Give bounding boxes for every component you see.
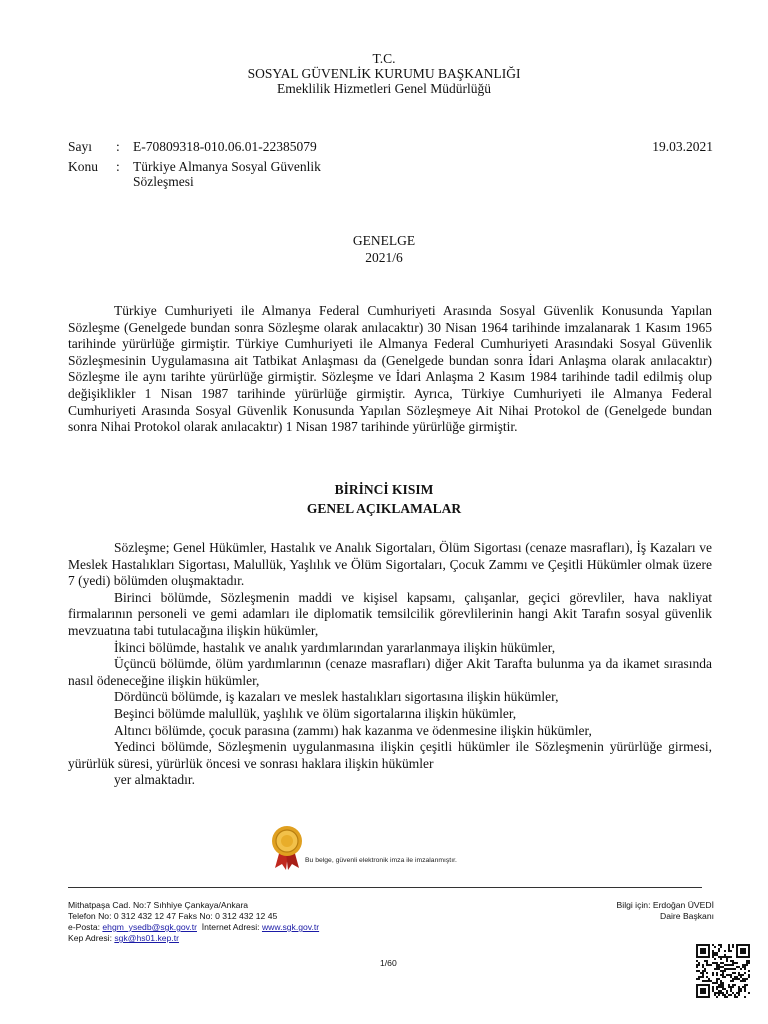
footer-address: Mithatpaşa Cad. No:7 Sıhhiye Çankaya/Ankara xyxy=(68,900,249,910)
section-title: GENEL AÇIKLAMALAR xyxy=(306,501,462,516)
intro-paragraph: Türkiye Cumhuriyeti ile Almanya Federal Cumhuriyeti Arasında Sosyal Güvenlik Konusunda Yapılan Sözleşme (Genelgede bundan sonra Sözleşme olarak anılacaktır) 30 Nisan 1964 tarihinde imzalanarak 1 Kasım 1965 tarihinde yürürlüğe girmiştir. Türkiye Cumhuriyeti ile Almanya Federal Cumhuriyeti Arasındaki Sosyal Güvenlik Sözleşmesinin Uygulamasına ait Tatbikat Anlaşması da (Genelgede bundan sonra İdari Anlaşma olarak anılacaktır) Sözleşme ile aynı tarihte yürürlüğe girmiştir. Sözleşme ve İdari Anlaşma 2 Kasım 1984 tarihinde tadil edilmiş olup değişiklikler 1 Nisan 1987 tarihinde yürürlüğe girmiştir. Ayrıca, Türkiye Cumhuriyeti ile Almanya Federal Cumhuriyeti Arasında Sosyal Güvenlik Konusunda Yapılan Sözleşmeye Ait Nihai Protokol de (Genelgede bundan sonra Nihai Protokol olarak anılacaktır) 1 Nisan 1987 tarihinde yürürlüğe girmiştir. xyxy=(68,303,712,435)
footer-email-link[interactable]: ehgm_ysedb@sgk.gov.tr xyxy=(102,922,197,932)
footer-info-label: Bilgi için: Erdoğan ÜVEDİ xyxy=(616,900,714,910)
section-part: BİRİNCİ KISIM xyxy=(334,482,434,497)
page-number: 1/60 xyxy=(380,958,397,968)
section-paragraph: Dördüncü bölümde, iş kazaları ve meslek hastalıkları sigortasına ilişkin hükümler, xyxy=(114,689,559,705)
header-institution: SOSYAL GÜVENLİK KURUMU BAŞKANLIĞI xyxy=(247,66,521,81)
footer-email-label: e-Posta: xyxy=(68,922,101,932)
genelge-number: 2021/6 xyxy=(365,250,403,265)
section-paragraph: Beşinci bölümde malullük, yaşlılık ve ölüm sigortalarına ilişkin hükümler, xyxy=(114,705,517,721)
section-paragraph: yer almaktadır. xyxy=(114,772,195,788)
sayi-label: Sayı xyxy=(68,139,93,154)
footer-email-line xyxy=(68,922,319,933)
genelge-title-block xyxy=(0,232,768,266)
sayi-colon: : xyxy=(116,139,120,154)
e-signature-seal-icon xyxy=(270,824,304,870)
footer-phone: Telefon No: 0 312 432 12 47 Faks No: 0 312 432 12 45 xyxy=(68,911,278,921)
genelge-title: GENELGE xyxy=(352,233,416,248)
header-department: Emeklilik Hizmetleri Genel Müdürlüğü xyxy=(276,81,492,96)
footer-divider xyxy=(68,887,702,888)
section-paragraph: Altıncı bölümde, çocuk parasına (zammı) hak kazanma ve ödenmesine ilişkin hükümler, xyxy=(114,722,592,738)
konu-value-line1: Türkiye Almanya Sosyal Güvenlik xyxy=(133,159,321,174)
document-date: 19.03.2021 xyxy=(652,139,713,154)
section-paragraph: İkinci bölümde, hastalık ve analık yardımlarından yararlanmaya ilişkin hükümler, xyxy=(114,639,556,655)
konu-colon: : xyxy=(116,159,120,174)
section-paragraph: Birinci bölümde, Sözleşmenin maddi ve kişisel kapsamı, çalışanlar, geçici görevliler, hava nakliyat firmalarının personeli ve gemi adamları ile diplomatik temsilcilik görevlilerinin hangi Akit Tarafın sosyal güvenlik mevzuatına tabi tutulacağına ilişkin hükümler, xyxy=(68,589,712,638)
konu-label: Konu xyxy=(68,159,98,174)
footer-contact xyxy=(68,900,319,944)
intro-section xyxy=(68,303,712,436)
footer-kep-link[interactable]: sgk@hs01.kep.tr xyxy=(114,933,179,943)
qr-code-icon xyxy=(696,944,750,998)
footer-kep-label: Kep Adresi: xyxy=(68,933,112,943)
institution-header xyxy=(0,51,768,96)
signature-note: Bu belge, güvenli elektronik imza ile imzalanmıştır. xyxy=(305,857,457,864)
footer-info-title: Daire Başkanı xyxy=(660,911,714,921)
section-body xyxy=(68,540,712,789)
konu-value xyxy=(133,159,321,189)
section-paragraph: Yedinci bölümde, Sözleşmenin uygulanmasına ilişkin çeşitli hükümler ile Sözleşmenin yürürlüğe girmesi, yürürlük süresi, yürürlük öncesi ve sonrası haklara ilişkin hükümler xyxy=(68,739,712,771)
footer-web-link[interactable]: www.sgk.gov.tr xyxy=(261,922,320,932)
section-heading xyxy=(0,480,768,518)
footer-kep-line xyxy=(68,933,319,944)
section-paragraph: Sözleşme; Genel Hükümler, Hastalık ve Analık Sigortaları, Ölüm Sigortası (cenaze masrafları), İş Kazaları ve Meslek Hastalıkları Sigortası, Malullük, Yaşlılık ve Ölüm Sigortaları, Çocuk Zammı ve Çeşitli Hükümler olmak üzere 7 (yedi) bölümden oluşmaktadır. xyxy=(68,540,712,589)
footer-info xyxy=(617,900,714,922)
sayi-value: E-70809318-010.06.01-22385079 xyxy=(133,139,317,154)
footer-web-label: İnternet Adresi: xyxy=(201,922,260,932)
konu-value-line2: Sözleşmesi xyxy=(133,174,194,189)
header-tc: T.C. xyxy=(372,51,396,66)
section-paragraph: Üçüncü bölümde, ölüm yardımlarının (cenaze masrafları) diğer Akit Tarafta bulunma ya da ikamet sırasında nasıl ödeneceğine ilişkin hükümler, xyxy=(68,656,712,688)
